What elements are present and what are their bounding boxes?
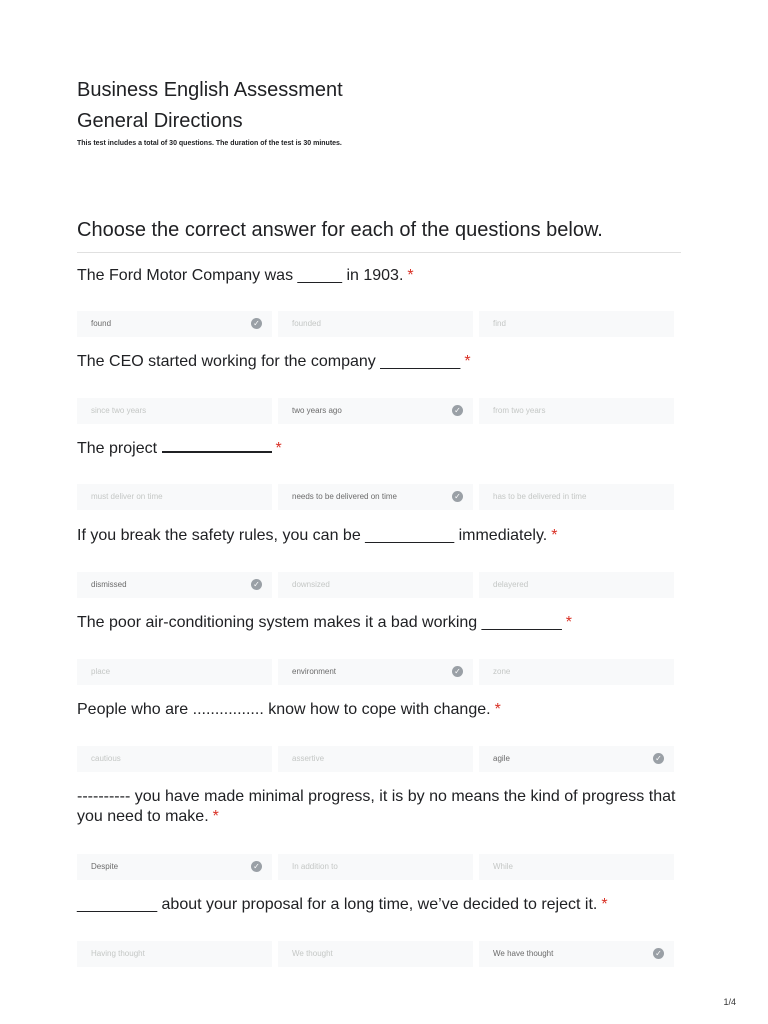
option-label: delayered	[493, 580, 529, 589]
check-circle-icon: ✓	[653, 948, 664, 959]
check-circle-icon: ✓	[452, 405, 463, 416]
check-circle-icon: ✓	[653, 753, 664, 764]
option-needs-to-be-delivered[interactable]	[278, 484, 473, 510]
required-mark: *	[407, 267, 414, 284]
required-mark: *	[494, 701, 501, 718]
option-label: founded	[292, 319, 321, 328]
answer-blank	[162, 439, 272, 453]
question-text: The CEO started working for the company _________	[77, 353, 461, 370]
option-we-have-thought[interactable]	[479, 941, 674, 967]
question-3-options	[77, 484, 675, 510]
option-downsized[interactable]	[278, 572, 473, 598]
option-assertive[interactable]	[278, 746, 473, 772]
page-title: Business English Assessment	[77, 79, 343, 101]
option-label: since two years	[91, 406, 147, 415]
option-found[interactable]	[77, 311, 272, 337]
option-label: We thought	[292, 949, 333, 958]
option-label: agile	[493, 754, 510, 763]
check-circle-icon: ✓	[251, 861, 262, 872]
check-circle-icon: ✓	[452, 666, 463, 677]
option-label: While	[493, 862, 514, 871]
option-label: environment	[292, 667, 337, 676]
required-mark: *	[551, 527, 558, 544]
option-label: from two years	[493, 406, 546, 415]
question-6	[77, 700, 681, 720]
page-number: 1/4	[723, 997, 736, 1007]
option-agile[interactable]	[479, 746, 674, 772]
question-8	[77, 895, 681, 915]
option-while[interactable]	[479, 854, 674, 880]
required-mark: *	[601, 896, 608, 913]
option-label: place	[91, 667, 111, 676]
option-place[interactable]	[77, 659, 272, 685]
question-8-options	[77, 941, 675, 967]
option-label: dismissed	[91, 580, 127, 589]
question-4	[77, 526, 681, 546]
question-text: _________ about your proposal for a long time, we’ve decided to reject it.	[77, 896, 598, 913]
section-heading: Choose the correct answer for each of the questions below.	[77, 219, 603, 241]
option-label: has to be delivered in time	[493, 492, 587, 501]
option-must-deliver[interactable]	[77, 484, 272, 510]
option-from-two-years[interactable]	[479, 398, 674, 424]
option-label: assertive	[292, 754, 325, 763]
option-has-to-be-delivered[interactable]	[479, 484, 674, 510]
option-label: find	[493, 319, 506, 328]
option-despite[interactable]	[77, 854, 272, 880]
question-text: The poor air-conditioning system makes it a bad working _________	[77, 614, 562, 631]
question-6-options	[77, 746, 675, 772]
question-7-options	[77, 854, 675, 880]
option-label: Having thought	[91, 949, 145, 958]
question-2-options	[77, 398, 675, 424]
required-mark: *	[212, 808, 219, 825]
question-4-options	[77, 572, 675, 598]
question-5	[77, 613, 681, 633]
question-3	[77, 439, 681, 459]
option-label: must deliver on time	[91, 492, 163, 501]
option-label: found	[91, 319, 112, 328]
check-circle-icon: ✓	[251, 318, 262, 329]
option-label: Despite	[91, 862, 119, 871]
question-5-options	[77, 659, 675, 685]
check-circle-icon: ✓	[452, 491, 463, 502]
intro-text: This test includes a total of 30 questions. The duration of the test is 30 minutes.	[77, 140, 342, 147]
required-mark: *	[565, 614, 572, 631]
check-circle-icon: ✓	[251, 579, 262, 590]
option-founded[interactable]	[278, 311, 473, 337]
option-label: downsized	[292, 580, 330, 589]
option-delayered[interactable]	[479, 572, 674, 598]
option-zone[interactable]	[479, 659, 674, 685]
option-label: zone	[493, 667, 511, 676]
option-we-thought[interactable]	[278, 941, 473, 967]
question-7	[77, 787, 681, 827]
option-having-thought[interactable]	[77, 941, 272, 967]
required-mark: *	[275, 440, 282, 457]
option-cautious[interactable]	[77, 746, 272, 772]
question-1	[77, 266, 681, 286]
option-label: needs to be delivered on time	[292, 492, 397, 501]
option-label: cautious	[91, 754, 121, 763]
required-mark: *	[464, 353, 471, 370]
question-text: The Ford Motor Company was _____ in 1903.	[77, 267, 404, 284]
option-environment[interactable]	[278, 659, 473, 685]
option-label: In addition to	[292, 862, 338, 871]
option-in-addition-to[interactable]	[278, 854, 473, 880]
page-subtitle: General Directions	[77, 110, 243, 132]
option-dismissed[interactable]	[77, 572, 272, 598]
divider	[77, 252, 681, 253]
question-text: If you break the safety rules, you can be __________ immediately.	[77, 527, 548, 544]
option-since-two-years[interactable]	[77, 398, 272, 424]
option-label: We have thought	[493, 949, 554, 958]
option-find[interactable]	[479, 311, 674, 337]
question-2	[77, 352, 681, 372]
question-text: ---------- you have made minimal progress, it is by no means the kind of progress that you need to make.	[77, 788, 676, 825]
option-label: two years ago	[292, 406, 342, 415]
question-1-options	[77, 311, 675, 337]
question-text: People who are ................ know how to cope with change.	[77, 701, 491, 718]
option-two-years-ago[interactable]	[278, 398, 473, 424]
question-text: The project	[77, 440, 158, 457]
